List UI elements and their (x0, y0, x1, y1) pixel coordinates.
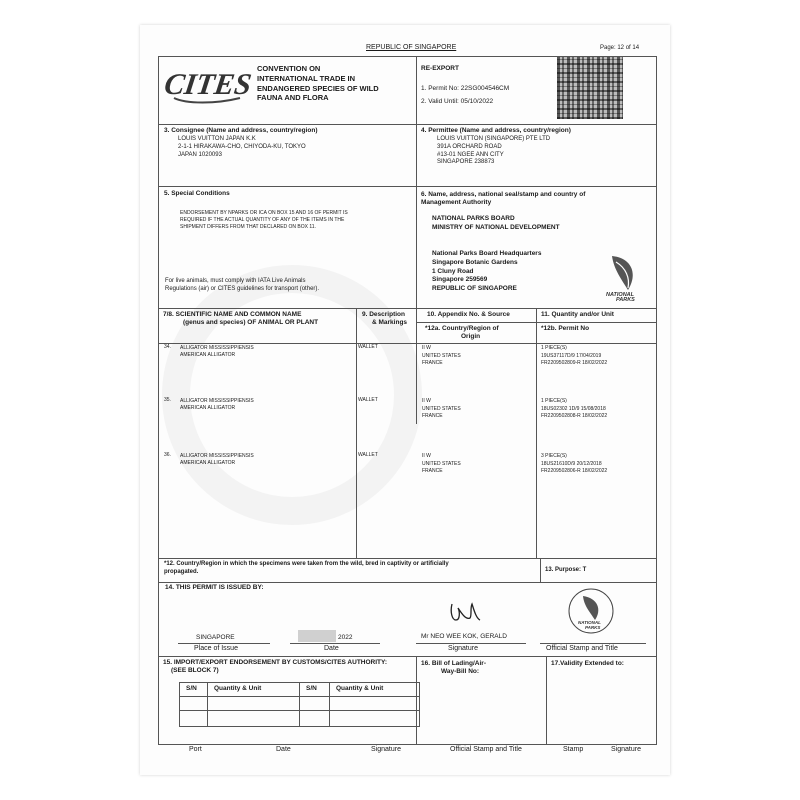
authority-address-line: National Parks Board Headquarters (432, 250, 542, 257)
country-heading: REPUBLIC OF SINGAPORE (366, 44, 457, 51)
permittee-line: LOUIS VUITTON (SINGAPORE) PTE LTD (437, 136, 551, 142)
consignee-line: JAPAN 1020093 (178, 151, 222, 158)
row-appendix: II W (422, 345, 431, 351)
footnote-line: *12. Country/Region in which the specimens were taken from the wild, bred in captivity or artificially (164, 561, 449, 567)
quantity-value: 1 PIECE(S) (541, 398, 567, 404)
col-header-description (362, 311, 407, 328)
row-origin (422, 345, 461, 368)
permit-line: 19US37117D/9 17/04/2019 (541, 352, 602, 359)
permit-no-value: 22SG004546CM (460, 85, 510, 92)
grid-header-quantity: Quantity & Unit (336, 685, 384, 692)
issuing-officer: Mr NEO WEE KOK, GERALD (421, 633, 507, 640)
special-conditions-text (180, 210, 348, 231)
row-description: WALLET (358, 397, 378, 403)
authority-address-line: Singapore Botanic Gardens (432, 258, 518, 266)
reexport-label: RE-EXPORT (421, 65, 459, 72)
frame-left (158, 56, 159, 744)
special-line: REQUIRED IF THE ACTUAL QUANTITY OF ANY OF THE ITEMS IN THE (180, 217, 345, 223)
caption-validity-signature: Signature (611, 746, 641, 753)
np-logo-line-2: PARKS (616, 297, 635, 303)
divider-footnote (158, 558, 657, 559)
live-line: For live animals, must comply with IATA Live Animals (165, 278, 306, 284)
quantity-value: 1 PIECE(S) (541, 345, 567, 351)
permit-line: FR2209502808-R 18/02/2022 (541, 413, 608, 419)
species-line: ALLIGATOR MISSISSIPPIENSIS (180, 398, 254, 404)
purpose: 13. Purpose: T (545, 567, 587, 573)
valid-until-row (421, 98, 493, 105)
col-header-line: *12a. Country/Region of (425, 325, 499, 332)
issue-date: 2022 (338, 634, 353, 641)
endorsement-label (163, 659, 387, 676)
convention-line: INTERNATIONAL TRADE IN (257, 73, 356, 83)
cites-logo-text: CITES (162, 67, 254, 101)
caption-port: Port (189, 746, 202, 753)
col-header-quantity: 11. Quantity and/or Unit (541, 311, 614, 318)
frame-bottom (158, 744, 657, 745)
grid-header-quantity: Quantity & Unit (214, 685, 262, 692)
divider-17 (546, 656, 547, 744)
page-number: Page: 12 of 14 (600, 45, 640, 51)
row-species (180, 345, 254, 359)
validity-extended-label: 17.Validity Extended to: (551, 660, 624, 667)
divider-14 (158, 582, 657, 583)
place-line (178, 643, 270, 644)
col-header-permit: *12b. Permit No (541, 325, 590, 332)
species-line: ALLIGATOR MISSISSIPPIENSIS (180, 453, 254, 459)
permit-no-label: 1. Permit No: (421, 85, 459, 92)
row-number: 34. (164, 344, 171, 350)
watermark-seal (162, 265, 422, 525)
cites-logo (162, 60, 254, 106)
consignee-line: LOUIS VUITTON JAPAN K.K (178, 136, 256, 142)
col-header-line: 9. Description (362, 311, 405, 318)
permittee-label: 4. Permittee (Name and address, country/region) (421, 127, 571, 134)
origin-line: UNITED STATES (422, 460, 461, 467)
endorsement-label-line: 15. IMPORT/EXPORT ENDORSEMENT BY CUSTOMS/CITES AUTHORITY: (163, 659, 388, 666)
date-line (290, 643, 380, 644)
valid-until-value: 05/10/2022 (460, 98, 494, 105)
port-line (168, 744, 228, 745)
caption-stamp: Official Stamp and Title (546, 645, 618, 652)
divider-3 (158, 124, 657, 125)
col-header-line: (genus and species) OF ANIMAL OR PLANT (183, 319, 319, 327)
row-origin (422, 453, 461, 476)
caption-endorse-date: Date (276, 746, 291, 753)
stamp-line-2: PARKS (585, 625, 601, 630)
consignee-address (178, 136, 306, 159)
row-species (180, 453, 254, 467)
official-stamp (566, 586, 616, 636)
col-header-line: 7/8. SCIENTIFIC NAME AND COMMON NAME (163, 311, 302, 318)
grid-col-1 (207, 682, 208, 727)
grid-col-2 (299, 682, 300, 727)
origin-line: FRANCE (422, 413, 443, 419)
convention-line: CONVENTION ON (257, 64, 321, 73)
species-line: AMERICAN ALLIGATOR (180, 404, 236, 411)
authority-name (432, 215, 560, 233)
convention-line: ENDANGERED SPECIES OF WILD (257, 83, 379, 93)
caption-date: Date (324, 645, 339, 652)
valid-until-label: 2. Valid Until: (421, 98, 459, 105)
np-logo-line-1: NATIONAL (606, 292, 635, 298)
place-of-issue: SINGAPORE (196, 634, 235, 641)
authority-label (421, 191, 585, 208)
origin-line: UNITED STATES (422, 352, 461, 359)
table-top (158, 308, 657, 309)
caption-endorse-signature: Signature (371, 746, 401, 753)
consignee-label: 3. Consignee (Name and address, country/region) (164, 127, 318, 134)
permit-line: FR2209502809-R 18/02/2022 (541, 360, 608, 366)
special-conditions-label: 5. Special Conditions (164, 190, 230, 197)
authority-address-line: 1 Cluny Road (432, 267, 474, 275)
footnote-line: propagated. (164, 568, 199, 575)
row-appendix: II W (422, 398, 431, 404)
col-header-line: & Markings (372, 319, 408, 327)
col-header-appendix: 10. Appendix No. & Source (427, 311, 510, 318)
permittee-line: #13-01 NGEE ANN CITY (437, 151, 504, 158)
species-line: AMERICAN ALLIGATOR (180, 459, 236, 466)
footnote-12 (164, 561, 449, 577)
authority-address (432, 250, 541, 294)
bill-of-lading-label (421, 660, 486, 677)
caption-endorse-stamp: Official Stamp and Title (450, 746, 522, 753)
row-origin (422, 398, 461, 421)
signature-line (416, 643, 526, 644)
permit-no-row (421, 85, 509, 92)
authority-address-line: REPUBLIC OF SINGAPORE (432, 285, 517, 293)
row-appendix: II W (422, 453, 431, 459)
species-line: ALLIGATOR MISSISSIPPIENSIS (180, 345, 254, 351)
row-number: 35. (164, 397, 171, 403)
center-divider (416, 56, 417, 424)
authority-name-line: MINISTRY OF NATIONAL DEVELOPMENT (432, 223, 560, 231)
national-parks-logo (602, 250, 644, 302)
row-quantity (541, 345, 607, 368)
special-line: SHIPMENT DIFFERS FROM THAT DECLARED ON BOX 11. (180, 224, 316, 230)
issued-by-label: 14. THIS PERMIT IS ISSUED BY: (165, 584, 264, 591)
permit-line: FR2209502806-R 18/02/2022 (541, 468, 608, 474)
endorsement-label-line: (SEE BLOCK 7) (171, 667, 219, 675)
grid-header-sn: S/N (306, 685, 317, 692)
permittee-address (437, 136, 550, 167)
row-number: 36. (164, 452, 171, 458)
row-quantity (541, 398, 607, 421)
convention-title (257, 64, 379, 103)
quantity-value: 3 PIECE(S) (541, 453, 567, 459)
permit-line: 18US21610D/9 20/12/2018 (541, 460, 602, 467)
table-subheader-line (416, 322, 657, 323)
special-line: ENDORSEMENT BY NPARKS OR ICA ON BOX 15 AND 16 OF PERMIT IS (180, 210, 348, 216)
caption-validity-stamp: Stamp (563, 746, 584, 753)
col-header-origin (425, 325, 499, 342)
caption-signature: Signature (448, 645, 478, 652)
col-line-9 (356, 308, 357, 558)
caption-place: Place of Issue (194, 645, 238, 652)
divider-5 (158, 186, 657, 187)
row-description: WALLET (358, 452, 378, 458)
bill-label-line: 16. Bill of Lading/Air- (421, 660, 487, 667)
authority-address-line: Singapore 259569 (432, 276, 488, 284)
convention-line: FAUNA AND FLORA (257, 93, 329, 103)
permittee-line: 391A ORCHARD ROAD (437, 143, 502, 150)
origin-line: UNITED STATES (422, 405, 461, 412)
species-line: AMERICAN ALLIGATOR (180, 351, 236, 358)
permit-line: 18US02302 1D/9 15/08/2018 (541, 405, 606, 412)
date-redaction (298, 630, 336, 642)
stamp-line (540, 643, 646, 644)
signature-scribble (446, 598, 486, 628)
divider-15 (158, 656, 657, 657)
stamp-line-1: NATIONAL (578, 620, 601, 625)
row-description: WALLET (358, 344, 378, 350)
origin-line: FRANCE (422, 360, 443, 366)
col-header-line: Origin (461, 333, 481, 341)
col-line-11 (536, 308, 537, 558)
grid-col-3 (329, 682, 330, 727)
row-species (180, 398, 254, 412)
grid-header-sn: S/N (186, 685, 197, 692)
table-header-bottom (158, 343, 657, 344)
col-header-species (163, 311, 318, 328)
authority-name-line: NATIONAL PARKS BOARD (432, 215, 515, 222)
row-quantity (541, 453, 607, 476)
authority-label-line: Management Authority (421, 199, 492, 207)
bill-label-line: Way-Bill No: (441, 668, 480, 676)
live-line: Regulations (air) or CITES guidelines for transport (other). (165, 286, 320, 293)
origin-line: FRANCE (422, 468, 443, 474)
qr-code (557, 57, 623, 119)
authority-label-line: 6. Name, address, national seal/stamp and country of (421, 191, 586, 198)
purpose-divider (540, 558, 541, 582)
frame-right (656, 56, 657, 744)
permittee-line: SINGAPORE 238873 (437, 159, 495, 166)
consignee-line: 2-1-1 HIRAKAWA-CHO, CHIYODA-KU, TOKYO (178, 143, 306, 150)
live-animals-note (165, 277, 319, 293)
